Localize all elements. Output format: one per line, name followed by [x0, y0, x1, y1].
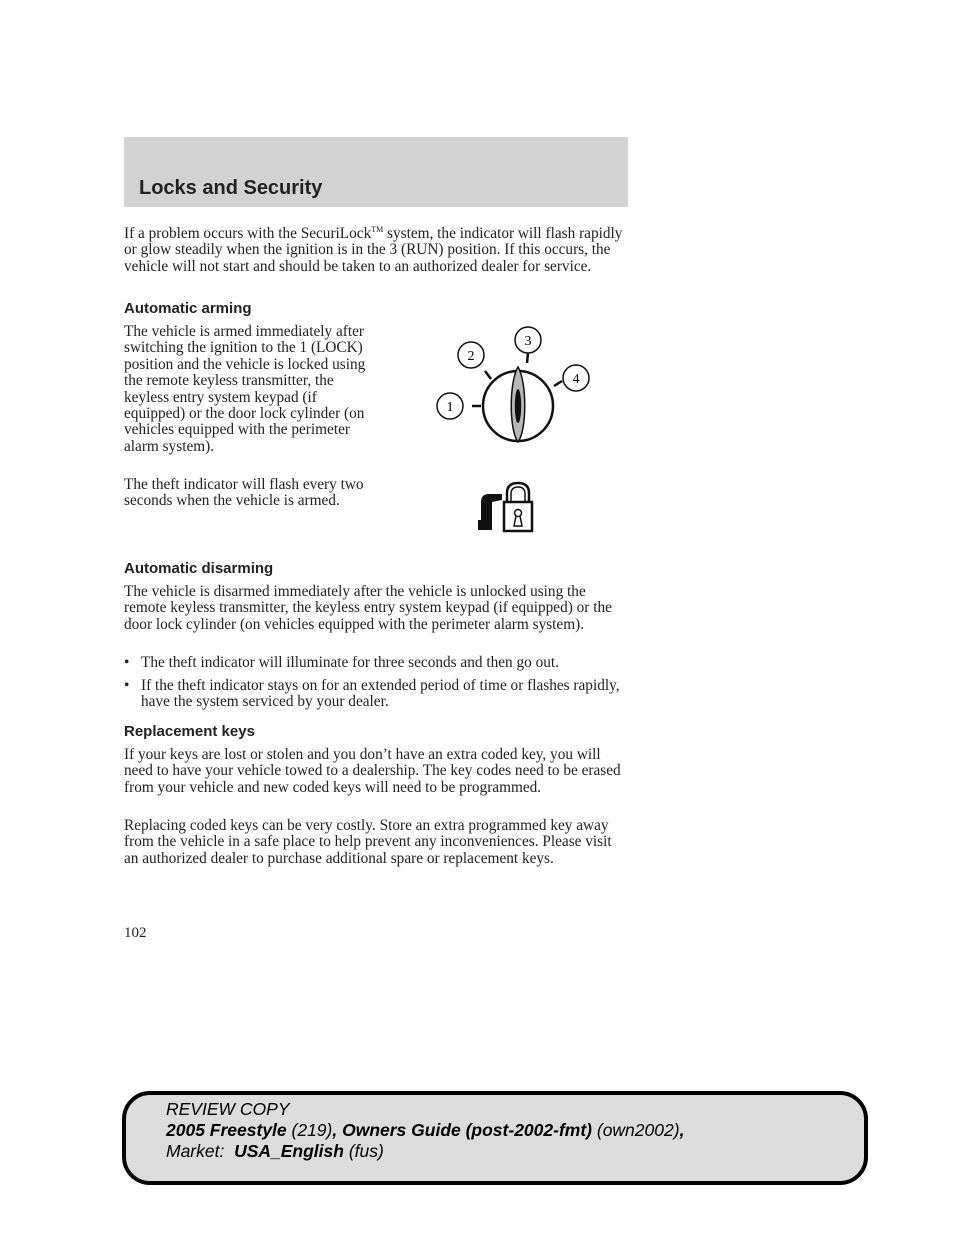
bullet-text: If the theft indicator stays on for an extended period of time or flashes rapidly, have the system serviced by your dealer.: [141, 677, 620, 711]
footer-market: USA_English: [234, 1141, 344, 1161]
list-item: [124, 678, 629, 711]
heading-automatic-arming: Automatic arming: [124, 300, 252, 317]
footer-market-label: Market:: [166, 1141, 235, 1161]
position-4-label: 4: [572, 372, 580, 387]
footer-market-line: [166, 1141, 684, 1162]
heading-replacement-keys: Replacement keys: [124, 723, 255, 740]
intro-text-end: system, the indicator will flash rapidly or glow steadily when the ignition is in the 3 (RUN) position. If this occurs, the vehicle will not start and should be taken to an authorized dealer for service.: [124, 225, 623, 275]
heading-automatic-disarming: Automatic disarming: [124, 560, 274, 577]
footer-guide: , Owners Guide (post-2002-fmt): [332, 1120, 592, 1140]
footer-guide-code: (own2002): [592, 1120, 680, 1140]
trademark-mark: TM: [371, 225, 384, 234]
position-2-label: 2: [467, 349, 475, 364]
position-1-label: 1: [446, 400, 454, 415]
disarming-paragraph: The vehicle is disarmed immediately after the vehicle is unlocked using the remote keyless transmitter, the keyless entry system keypad (if equipped) or the door lock cylinder (on vehicles equipped with the perimeter alarm system).: [124, 583, 612, 633]
arming-paragraph-1: The vehicle is armed immediately after switching the ignition to the 1 (LOCK) position and the vehicle is locked using the remote keyless transmitter, the keyless entry system keypad (if equipped) or the door lock cylinder (on vehicles equipped with the perimeter alarm system).: [124, 323, 366, 455]
footer-text: [166, 1099, 684, 1162]
arming-paragraph-2: The theft indicator will flash every two seconds when the vehicle is armed.: [124, 476, 364, 510]
page-number: 102: [124, 925, 147, 941]
footer-model-line: [166, 1120, 684, 1141]
bullet-icon: •: [124, 677, 130, 694]
section-title: Locks and Security: [139, 177, 323, 199]
intro-text-start: If a problem occurs with the SecuriLock: [124, 225, 372, 242]
footer-market-code: (fus): [343, 1141, 384, 1161]
review-copy-footer: [122, 1091, 868, 1185]
key-slot: [515, 389, 521, 423]
position-1-marker: [437, 393, 463, 419]
position-4-marker: [563, 365, 589, 391]
position-3-marker: [515, 327, 541, 353]
bullet-icon: •: [124, 654, 130, 671]
intro-paragraph: [124, 222, 629, 275]
theft-indicator-icon: [474, 480, 538, 536]
replacement-paragraph-2: Replacing coded keys can be very costly. Store an extra programmed key away from the vehicle in a safe place to help prevent any inconveniences. Please visit an authorized dealer to purchase additional spare or replacement keys.: [124, 817, 612, 867]
position-2-marker: [458, 342, 484, 368]
footer-comma: ,: [679, 1120, 685, 1140]
replacement-paragraph-1: If your keys are lost or stolen and you don’t have an extra coded key, you will need to have your vehicle towed to a dealership. The key codes need to be erased from your vehicle and new coded keys will need to be programmed.: [124, 746, 621, 796]
ignition-switch-diagram: [430, 322, 600, 446]
bullet-text: The theft indicator will illuminate for three seconds and then go out.: [141, 654, 559, 671]
list-item: [124, 655, 629, 671]
position-3-label: 3: [524, 334, 532, 349]
review-copy-label: REVIEW COPY: [166, 1099, 290, 1119]
footer-model-code: (219): [286, 1120, 333, 1140]
footer-model: 2005 Freestyle: [166, 1120, 287, 1140]
